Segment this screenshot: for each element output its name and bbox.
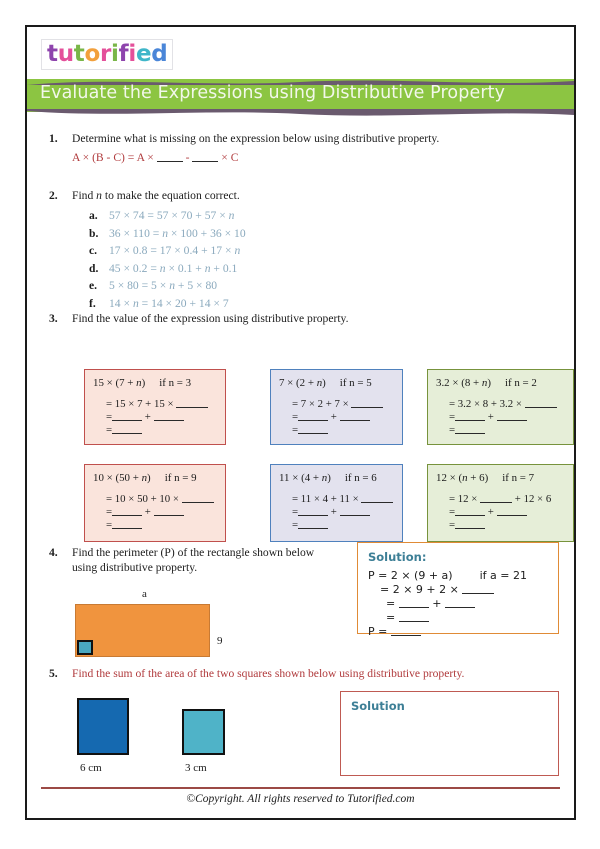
expr-head-main: 7 × (2 + n) [279, 377, 326, 389]
expression-box-6-work [436, 493, 565, 531]
logo-letter-2: t [73, 41, 85, 67]
expression-box-1-header [93, 377, 217, 389]
q4-number: 4. [49, 546, 58, 559]
expr-head-main: 12 × (n + 6) [436, 472, 489, 484]
expression-box-3-work [436, 398, 565, 436]
expr-head-main: 10 × (50 + n) [93, 472, 151, 484]
expr-blank-c[interactable] [340, 515, 370, 516]
logo-letter-9: d [151, 41, 168, 67]
expression-box-6 [427, 464, 574, 542]
solution-q4-line5-eq: P = [368, 625, 388, 638]
solution-q4-blank-4[interactable] [399, 621, 429, 622]
expr-line-3: = [449, 519, 565, 531]
expression-box-6-header [436, 472, 565, 484]
expr-line-3: = [106, 424, 217, 436]
solution-q4-line2-expr: = 2 × 9 + 2 × [380, 583, 463, 596]
expr-blank-d[interactable] [455, 528, 485, 529]
q3-number: 3. [49, 312, 58, 325]
logo-letter-0: t [47, 41, 58, 67]
expr-head-main: 11 × (4 + n) [279, 472, 331, 484]
expr-head-main: 15 × (7 + n) [93, 377, 146, 389]
expr-blank-b[interactable] [112, 515, 142, 516]
expr-line-3: = [449, 424, 565, 436]
solution-q4-line4 [368, 611, 548, 625]
expression-box-3 [427, 369, 574, 445]
q2-item-label-2: c. [89, 244, 98, 257]
q1-blank-1[interactable] [157, 161, 183, 162]
q2-item-equation-1: 36 × 110 = n × 100 + 36 × 10 [109, 226, 246, 240]
expr-blank-b[interactable] [455, 420, 485, 421]
q2-item-equation-4: 5 × 80 = 5 × n + 5 × 80 [109, 279, 218, 292]
q4-text-line2: using distributive property. [72, 561, 198, 574]
solution-q4-blank-2[interactable] [399, 607, 429, 608]
expr-line-3: = [106, 519, 217, 531]
expression-box-1-work [93, 398, 217, 436]
expression-box-2-work [279, 398, 394, 436]
worksheet-page [25, 25, 576, 820]
tutorified-logo [41, 39, 173, 70]
expression-box-2 [270, 369, 403, 445]
expr-blank-c[interactable] [497, 420, 527, 421]
logo-letter-6: f [118, 41, 129, 67]
banner-wave-bottom [27, 106, 574, 116]
solution-box-q5 [340, 691, 559, 776]
expr-head-main: 3.2 × (8 + n) [436, 377, 491, 389]
q2-text: Find n to make the equation correct. [72, 189, 240, 202]
expr-head-cond: if n = 3 [159, 377, 192, 389]
q1-expr-suffix: × C [218, 151, 239, 164]
expr-line-3: = [292, 424, 394, 436]
expression-box-4 [84, 464, 226, 542]
q2-item-equation-5: 14 × n = 14 × 20 + 14 × 7 [109, 296, 229, 310]
expr-blank-b[interactable] [112, 420, 142, 421]
solution-q4-line1-expr: P = 2 × (9 + a) [368, 569, 453, 582]
expr-line-2: = + [292, 506, 394, 518]
solution-q4-blank-1[interactable] [462, 593, 494, 594]
expression-box-4-header [93, 472, 217, 484]
expr-blank-d[interactable] [112, 528, 142, 529]
logo-letters [47, 41, 167, 67]
q3-text: Find the value of the expression using distributive property. [72, 312, 349, 325]
expr-blank-a[interactable] [176, 407, 208, 408]
expression-box-5-work [279, 493, 394, 531]
solution-q4-blank-3[interactable] [445, 607, 475, 608]
q1-expr-mid: - [182, 151, 193, 164]
expression-box-5 [270, 464, 403, 542]
q2-item-equation-2: 17 × 0.8 = 17 × 0.4 + 17 × n [109, 244, 241, 257]
page-title: Evaluate the Expressions using Distributive Property [40, 83, 506, 103]
expr-blank-d[interactable] [298, 528, 328, 529]
logo-letter-5: i [111, 41, 119, 67]
q1-expression [72, 151, 238, 164]
expr-head-cond: if n = 9 [164, 472, 197, 484]
q2-item-label-0: a. [89, 209, 98, 222]
expr-blank-d[interactable] [298, 433, 328, 434]
expr-blank-c[interactable] [154, 420, 184, 421]
expression-box-1 [84, 369, 226, 445]
expr-line-1: = 12 × + 12 × 6 [449, 493, 552, 505]
q1-expr-prefix: A × (B - C) = A × [72, 151, 157, 164]
square-3cm [182, 709, 225, 755]
expression-box-2-header [279, 377, 394, 389]
footer-copyright: ©Copyright. All rights reserved to Tutorified.com [186, 793, 415, 805]
expr-blank-a[interactable] [525, 407, 557, 408]
solution-q4-line3 [368, 597, 548, 611]
expr-blank-c[interactable] [340, 420, 370, 421]
solution-box-q4 [357, 542, 559, 638]
expr-blank-d[interactable] [455, 433, 485, 434]
expr-line-1: = 15 × 7 + 15 × [106, 398, 217, 410]
expr-head-cond: if n = 6 [344, 472, 377, 484]
solution-q4-line2 [368, 583, 548, 597]
expr-line-2: = + [106, 506, 217, 518]
expr-blank-b[interactable] [298, 420, 328, 421]
q4-text-line1: Find the perimeter (P) of the rectangle shown below [72, 546, 315, 559]
footer-divider [41, 787, 560, 789]
solution-q4-line3-plus: + [432, 597, 442, 610]
expr-blank-a[interactable] [351, 407, 383, 408]
rectangle-top-label: a [142, 588, 147, 600]
logo-letter-1: u [57, 41, 74, 67]
q1-blank-2[interactable] [192, 161, 218, 162]
expr-line-2: = + [106, 411, 217, 423]
expr-line-2: = + [292, 411, 394, 423]
rectangle-right-label: 9 [217, 635, 223, 647]
expr-head-cond: if n = 7 [502, 472, 535, 484]
expr-blank-c[interactable] [497, 515, 527, 516]
solution-q5-heading: Solution [351, 699, 405, 713]
solution-q4-blank-5[interactable] [391, 635, 421, 636]
expr-blank-b[interactable] [298, 515, 328, 516]
solution-q4-heading: Solution: [368, 550, 427, 564]
logo-letter-8: e [135, 41, 152, 67]
logo-letter-4: r [100, 41, 112, 67]
expr-line-2: = + [449, 506, 565, 518]
expr-blank-b[interactable] [455, 515, 485, 516]
expression-box-5-header [279, 472, 394, 484]
square-6cm [77, 698, 129, 755]
orange-rectangle [75, 604, 210, 657]
q2-item-equation-0: 57 × 74 = 57 × 70 + 57 × n [109, 209, 235, 222]
q2-item-label-3: d. [89, 261, 99, 275]
expr-line-1: = 3.2 × 8 + 3.2 × [449, 398, 565, 410]
solution-q4-line1-cond: if a = 21 [479, 569, 527, 582]
expr-blank-a[interactable] [480, 502, 512, 503]
expr-line-2: = + [449, 411, 565, 423]
solution-q5-answer-area[interactable] [351, 718, 548, 776]
logo-letter-7: i [128, 41, 136, 67]
expr-head-cond: if n = 2 [504, 377, 537, 389]
expr-blank-a[interactable] [361, 502, 393, 503]
rectangle-corner-square [77, 640, 93, 655]
q2-item-label-4: e. [89, 279, 98, 292]
expr-line-3: = [292, 519, 394, 531]
title-banner [27, 75, 574, 116]
expr-blank-d[interactable] [112, 433, 142, 434]
q2-item-label-1: b. [89, 226, 99, 240]
solution-q4-line3-eq: = [386, 597, 396, 610]
q2-item-equation-3: 45 × 0.2 = n × 0.1 + n + 0.1 [109, 261, 238, 275]
square-3cm-label: 3 cm [185, 762, 207, 774]
expression-box-3-header [436, 377, 565, 389]
solution-q4-line1 [368, 569, 548, 583]
q1-text: Determine what is missing on the expression below using distributive property. [72, 132, 440, 145]
q1-number: 1. [49, 132, 58, 145]
expr-line-1: = 10 × 50 + 10 × [106, 493, 217, 505]
q5-number: 5. [49, 667, 58, 680]
solution-q4-line4-eq: = [386, 611, 396, 624]
expr-line-1: = 7 × 2 + 7 × [292, 398, 394, 410]
expr-blank-a[interactable] [182, 502, 214, 503]
q5-text: Find the sum of the area of the two squares shown below using distributive property. [72, 667, 465, 680]
expr-blank-c[interactable] [154, 515, 184, 516]
q2-item-label-5: f. [89, 296, 96, 310]
expr-head-cond: if n = 5 [339, 377, 372, 389]
expr-line-1: = 11 × 4 + 11 × [292, 493, 394, 505]
expression-box-4-work [93, 493, 217, 531]
solution-q4-line5 [368, 625, 548, 639]
square-6cm-label: 6 cm [80, 762, 102, 774]
logo-letter-3: o [84, 41, 100, 67]
q2-number: 2. [49, 189, 58, 202]
